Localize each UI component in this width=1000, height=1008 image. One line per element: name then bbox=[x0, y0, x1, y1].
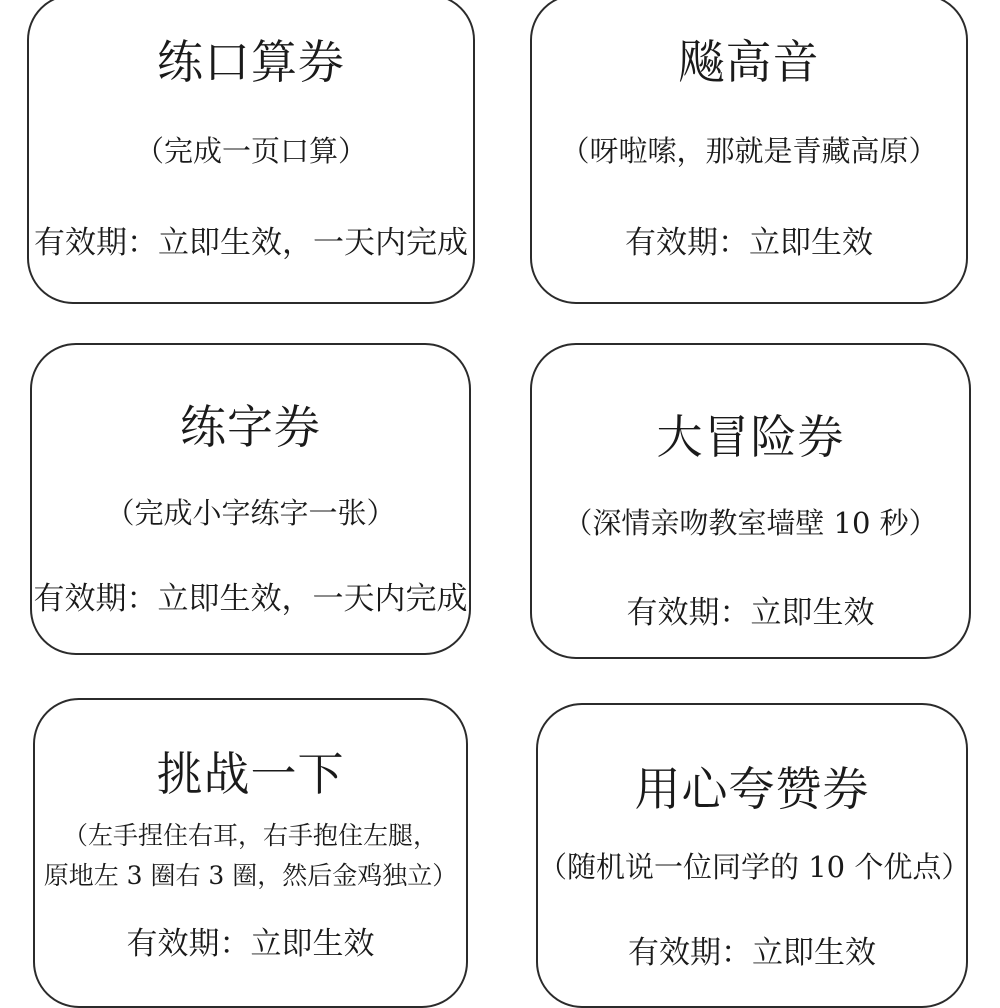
coupon-card-compliment bbox=[536, 703, 971, 1008]
coupon-validity: 有效期：立即生效 bbox=[126, 926, 375, 962]
coupon-description: （随机说一位同学的 10 个优点） bbox=[538, 850, 971, 884]
coupon-validity: 有效期：立即生效，一天内完成 bbox=[34, 225, 468, 261]
coupon-card-challenge bbox=[33, 698, 468, 1008]
coupon-description: （完成一页口算） bbox=[134, 134, 367, 168]
coupon-card-adventure bbox=[530, 343, 971, 659]
coupon-description: （完成小字练字一张） bbox=[105, 496, 396, 530]
coupon-description-line-1: （左手捏住右耳，右手抱住左腿， bbox=[62, 821, 438, 850]
coupon-validity: 有效期：立即生效 bbox=[626, 595, 875, 631]
coupon-description-line-2: 原地左 3 圈右 3 圈，然后金鸡独立） bbox=[43, 861, 458, 890]
coupon-title: 大冒险券 bbox=[656, 410, 845, 464]
coupon-validity: 有效期：立即生效 bbox=[628, 935, 876, 971]
coupon-description: （呀啦嗦，那就是青藏高原） bbox=[560, 134, 938, 168]
coupon-title: 用心夸赞券 bbox=[634, 762, 870, 816]
coupon-card-handwriting bbox=[30, 343, 471, 655]
coupon-card-mental-math bbox=[27, 0, 475, 304]
coupon-title: 挑战一下 bbox=[156, 747, 345, 801]
coupon-title: 练字券 bbox=[180, 400, 321, 454]
coupon-validity: 有效期：立即生效 bbox=[625, 225, 873, 261]
coupon-title: 飚高音 bbox=[678, 35, 820, 89]
coupon-title: 练口算券 bbox=[157, 35, 345, 89]
coupon-validity: 有效期：立即生效，一天内完成 bbox=[33, 581, 468, 617]
coupon-description: （深情亲吻教室墙壁 10 秒） bbox=[563, 506, 938, 540]
coupon-card-high-note bbox=[530, 0, 968, 304]
